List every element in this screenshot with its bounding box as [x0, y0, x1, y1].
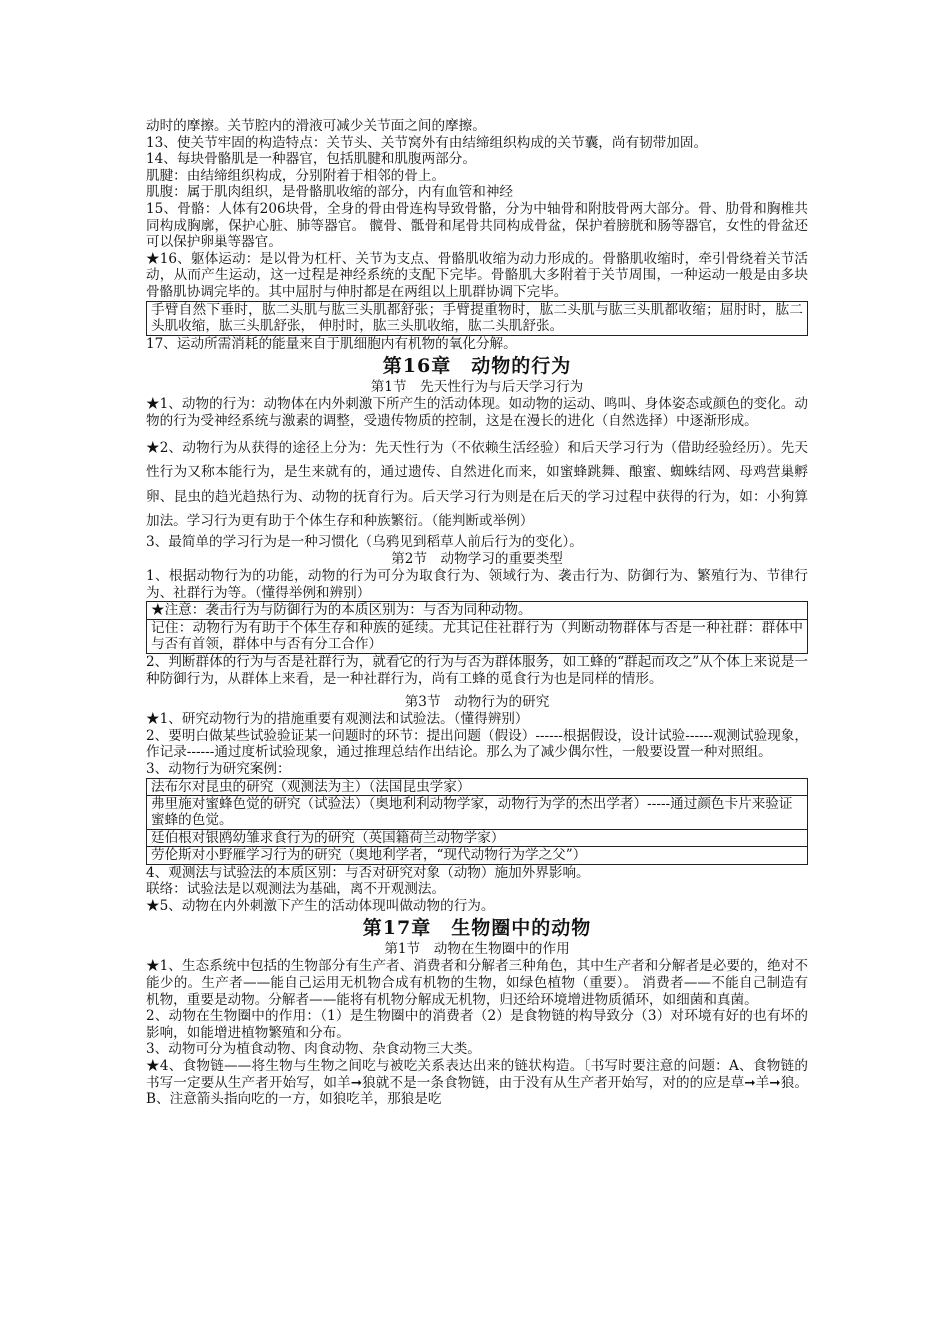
section-16-2-title: 第2节 动物学习的重要类型 — [391, 551, 563, 568]
paragraph-17-1-1: ★1、生态系统中包括的生物部分有生产者、消费者和分解者三种角色，其中生产者和分解者是必要的，绝对不能少的。生产者——能自己运用无机物合成有机物的生物，如绿色植物（重要）。 消费者——不能自己制造有机物，重要是动物。分解者——能将有机物分解成无机物，归还给环境增进物质循环，如细菌和真菌。 — [146, 958, 808, 1008]
table-cell: 劳伦斯对小野雁学习行为的研究（奥地利学者，“现代动物行为学之父”） — [147, 847, 808, 864]
table-cell: 法布尔对昆虫的研究（观测法为主）（法国昆虫学家） — [147, 778, 808, 795]
research-cases-table — [146, 778, 808, 865]
note-arm-muscles: 手臂自然下垂时，肱二头肌与肱三头肌都舒张；手臂提重物时，肱二头肌与肱三头肌都收缩；屈肘时，肱二头肌收缩，肱三头肌舒张， 伸肘时，肱三头肌收缩，肱二头肌舒张。 — [151, 301, 803, 335]
paragraph-16-1-1: ★1、动物的行为：动物体在内外刺激下所产生的活动体现。如动物的运动、鸣叫、身体姿态或颜色的变化。动物的行为受神经系统与激素的调整，受遗传物质的控制，这是在漫长的进化（自然选择）中逐渐形成。 — [146, 396, 808, 429]
paragraph-16-1-2: ★2、动物行为从获得的途径上分为：先天性行为（不依赖生活经验）和后天学习行为（借助经验经历）。先天性行为又称本能行为，是生来就有的，通过遗传、自然进化而来，如蜜蜂跳舞、酿蜜、蜘蛛结网、母鸡营巢孵卵、昆虫的趋光趋热行为、动物的抚育行为。后天学习行为则是在后天的学习过程中获得的行为，如：小狗算加法。学习行为更有助于个体生存和种族繁衍。（能判断或举例） — [146, 439, 808, 529]
paragraph-17-1-2: 2、动物在生物圈中的作用：（1）是生物圈中的消费者（2）是食物链的构导致分（3）对环境有好的也有坏的影响，如能增进植物繁殖和分布。 — [146, 1008, 808, 1041]
section-16-3-title: 第3节 动物行为的研究 — [404, 694, 550, 711]
paragraph-16-3-4: 4、观测法与试验法的本质区别：与否对研究对象（动物）施加外界影响。 — [146, 864, 590, 881]
paragraph-16-3-1: ★1、研究动物行为的措施重要有观测法和试验法。（懂得辨别） — [146, 711, 529, 728]
paragraph-item-17: 17、运动所需消耗的能量来自于肌细胞内有机物的氧化分解。 — [146, 335, 517, 352]
note-box-behavior — [146, 601, 808, 654]
paragraph-16-1-3: 3、最简单的学习行为是一种习惯化（乌鸦见到稻草人前后行为的变化）。 — [146, 533, 583, 550]
table-cell: 弗里施对蜜蜂色觉的研究（试验法）（奥地利利动物学家，动物行为学的杰出学者）-----通过颜色卡片来验证蜜蜂的色觉。 — [147, 796, 808, 830]
table-row — [147, 796, 808, 830]
table-row — [147, 847, 808, 864]
table-row — [147, 829, 808, 846]
paragraph-16-3-5: ★5、动物在内外刺激下产生的活动体现叫做动物的行为。 — [146, 897, 495, 914]
paragraph-muscle-belly: 肌腹：属于肌肉组织，是骨骼肌收缩的部分，内有血管和神经 — [146, 184, 514, 201]
paragraph-tendon: 肌腱：由结缔组织构成，分别附着于相邻的骨上。 — [146, 167, 446, 184]
paragraph-16-3-3: 3、动物行为研究案例： — [146, 761, 291, 778]
chapter-17-title: 第17章 生物圈中的动物 — [362, 917, 592, 940]
paragraph-17-1-3: 3、动物可分为植食动物、肉食动物、杂食动物三大类。 — [146, 1041, 481, 1058]
paragraph-17-1-4: ★4、食物链——将生物与生物之间吃与被吃关系表达出来的链状构造。〔书写时要注意的问题：A、食物链的书写一定要从生产者开始写，如羊➞狼就不是一条食物链，由于没有从生产者开始写，对的的应是草➞羊➞狼。B、注意箭头指向吃的一方，如狼吃羊，那狼是吃 — [146, 1058, 808, 1108]
chapter-16-title: 第16章 动物的行为 — [382, 355, 572, 378]
paragraph-item-13: 13、使关节牢固的构造特点：关节头、关节窝外有由结缔组织构成的关节囊，尚有韧带加固。 — [146, 134, 708, 151]
section-16-1-title: 第1节 先天性行为与后天学习行为 — [370, 379, 584, 396]
note-attack-defense: ★注意：袭击行为与防御行为的本质区别为：与否为同种动物。 — [147, 602, 807, 620]
section-17-1-title: 第1节 动物在生物圈中的作用 — [384, 941, 570, 958]
paragraph-item-16: ★16、躯体运动：是以骨为杠杆、关节为支点、骨骼肌收缩为动力形成的。骨骼肌收缩时，牵引骨绕着关节活动，从而产生运动，这一过程是神经系统的支配下完毕。骨骼肌大多附着于关节周围，一种运动一般是由多块骨骼肌协调完毕的。其中屈肘与伸肘都是在两组以上肌群协调下完毕。 — [146, 250, 808, 300]
paragraph-item-14: 14、每块骨骼肌是一种器官，包括肌腱和肌腹两部分。 — [146, 151, 476, 168]
note-remember-social: 记住：动物行为有助于个体生存和种族的延续。尤其记住社群行为（判断动物群体与否是一种社群：群体中与否有首领，群体中与否有分工合作） — [151, 619, 803, 653]
paragraph-16-2-1: 1、根据动物行为的功能，动物的行为可分为取食行为、领域行为、袭击行为、防御行为、繁殖行为、节律行为、社群行为等。（懂得举例和辨别） — [146, 568, 808, 601]
paragraph-item-15: 15、骨骼：人体有206块骨，全身的骨由骨连构导致骨骼，分为中轴骨和附肢骨两大部分。骨、肋骨和胸椎共同构成胸廓，保护心脏、肺等器官。 髋骨、骶骨和尾骨共同构成骨盆，保护着膀胱和肠等器官，女性的骨盆还可以保护卵巢等器官。 — [146, 200, 808, 251]
paragraph-16-3-2: 2、要明白做某些试验验证某一问题时的环节：提出问题（假设）------根据假设，设计试验------观测试验现象，作记录------通过度析试验现象，通过推理总结作出结论。那么为了减少偶尔性，一般要设置一种对照组。 — [146, 727, 808, 761]
table-cell: 廷伯根对银鸥幼雏求食行为的研究（英国籍荷兰动物学家） — [147, 829, 808, 846]
note-box-arm-muscles — [146, 301, 808, 336]
paragraph-joint-friction: 动时的摩擦。关节腔内的滑液可减少关节面之间的摩擦。 — [146, 118, 486, 134]
paragraph-16-3-link: 联络：试验法是以观测法为基础，离不开观测法。 — [146, 881, 446, 898]
table-row — [147, 778, 808, 795]
paragraph-16-2-2: 2、判断群体的行为与否是社群行为，就看它的行为与否为群体服务，如工蜂的“群起而攻之”从个体上来说是一种防御行为，从群体上来看，是一种社群行为，尚有工蜂的觅食行为也是同样的情形。 — [146, 654, 808, 687]
